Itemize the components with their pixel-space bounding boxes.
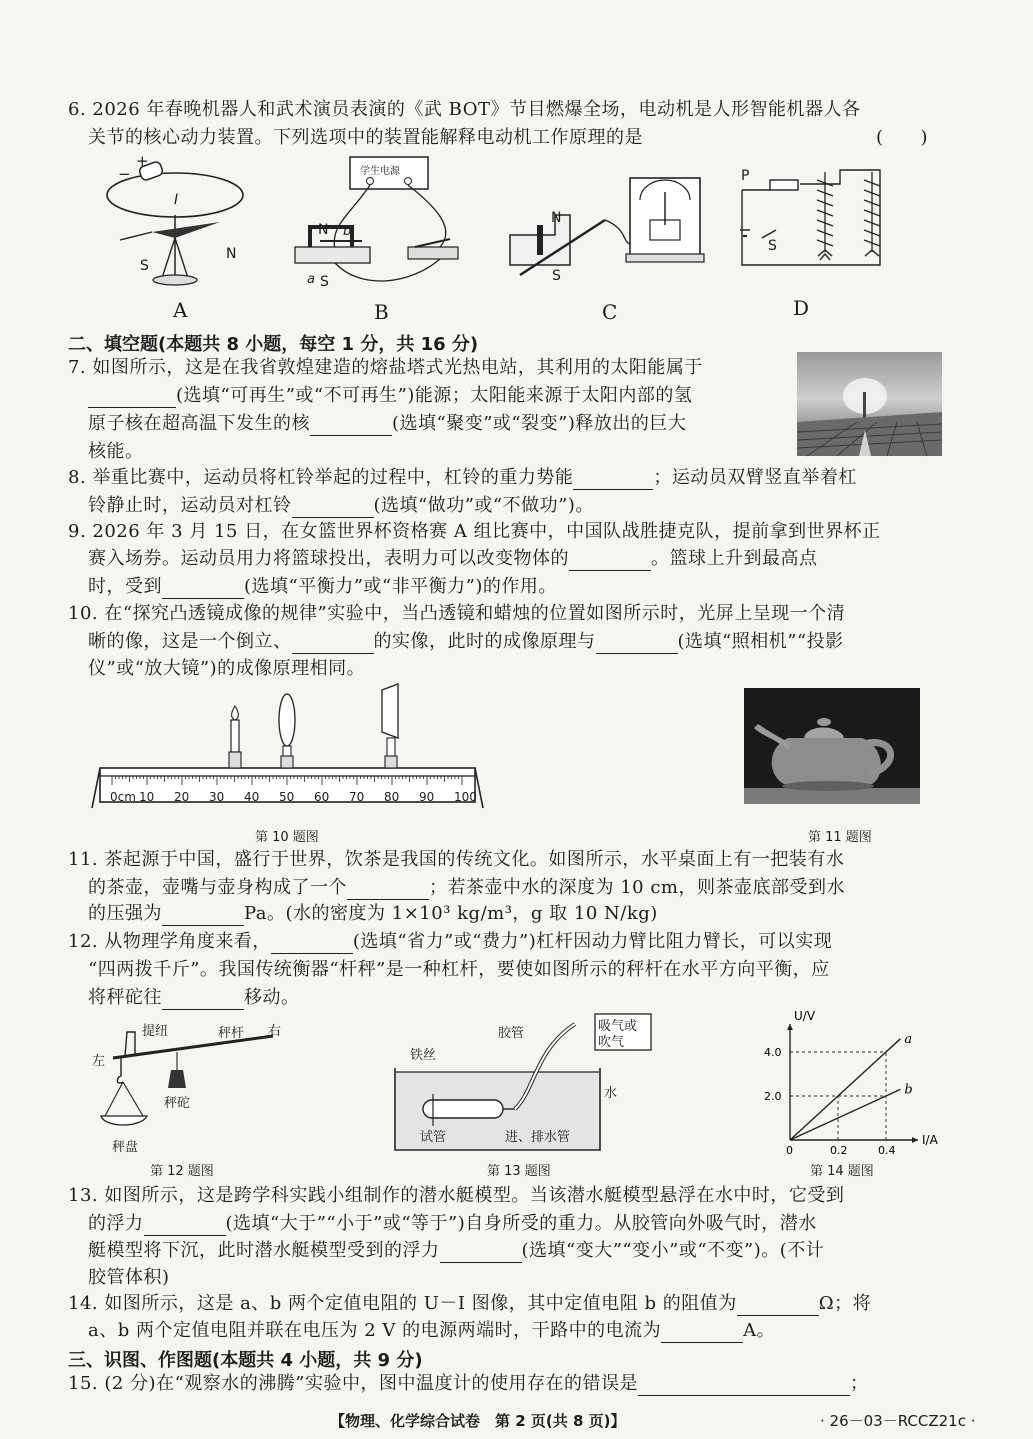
footer-title: 【物理、化学综合试卷 第 2 页(共 8 页)】 <box>330 1412 626 1430</box>
q10-blank-2[interactable] <box>596 633 678 654</box>
q11-blank-1[interactable] <box>347 879 429 900</box>
q6-line1: 6. 2026 年春晚机器人和武术演员表演的《武 BOT》节目燃爆全场，电动机是人形智能机器人各 <box>68 99 861 120</box>
q6-c-s-label: S <box>552 268 561 284</box>
q11-caption: 第 11 题图 <box>808 830 872 845</box>
ruler-tick-label: 10 <box>139 790 155 804</box>
q13-line4: 胶管体积) <box>88 1267 170 1288</box>
q12-label-tizu: 提纽 <box>142 1024 169 1039</box>
q13-caption: 第 13 题图 <box>487 1164 551 1179</box>
q8-line2: 铃静止时，运动员对杠铃 (选填“做功”或“不做功”)。 <box>88 495 594 516</box>
q10-line2: 晰的像，这是一个倒立、 的实像，此时的成像原理与 (选填“照相机”“投影 <box>88 631 844 652</box>
x-tick-label: 0.2 <box>830 1144 848 1157</box>
q11-line1: 11. 茶起源于中国，盛行于世界，饮茶是我国的传统文化。如图所示，水平桌面上有一把装有水 <box>68 849 845 870</box>
q15-blank-1[interactable] <box>638 1375 850 1396</box>
ruler-tick-label: 90 <box>419 790 435 804</box>
series-line-a <box>790 1039 900 1140</box>
q6-b-a-label: a <box>307 272 315 287</box>
q9-line1: 9. 2026 年 3 月 15 日，在女篮世界杯资格赛 A 组比赛中，中国队战胜捷克队，提前拿到世界杯正 <box>68 521 881 542</box>
q6-a-n-label: N <box>226 246 237 262</box>
q14-line2: a、b 两个定值电阻并联在电压为 2 V 的电源两端时，干路中的电流为 A。 <box>88 1320 776 1341</box>
q6-option-c: C <box>602 300 618 324</box>
q14-line1: 14. 如图所示，这是 a、b 两个定值电阻的 U－I 图像，其中定值电阻 b 的阻值为 Ω；将 <box>68 1293 872 1314</box>
q6-figure-c <box>500 170 710 295</box>
q11-line2: 的茶壶，壶嘴与壶身构成了一个 ；若茶壶中水的深度为 10 cm，则茶壶底部受到水 <box>88 877 845 898</box>
q7-line1: 7. 如图所示，这是在我省敦煌建造的熔盐塔式光热电站，其利用的太阳能属于 <box>68 357 703 378</box>
q6-answer-paren: ( ) <box>876 127 929 148</box>
q10-line1: 10. 在“探究凸透镜成像的规律”实验中，当凸透镜和蜡烛的位置如图所示时，光屏上呈现一个清 <box>68 603 846 624</box>
q9-blank-1[interactable] <box>569 550 651 571</box>
y-tick-label: 2.0 <box>764 1090 782 1103</box>
ruler-tick-label: 60 <box>314 790 330 804</box>
q6-option-a: A <box>173 298 188 322</box>
q12-label-chengpan: 秤盘 <box>112 1140 139 1155</box>
q6-a-minus: − <box>118 165 131 183</box>
series-label-a: a <box>904 1031 913 1047</box>
q11-line3: 的压强为 Pa。(水的密度为 1×10³ kg/m³，g 取 10 N/kg) <box>88 903 658 924</box>
q14-caption: 第 14 题图 <box>810 1164 874 1179</box>
q13-label-shui: 水 <box>604 1086 618 1101</box>
q9-line3: 时，受到 (选填“平衡力”或“非平衡力”)的作用。 <box>88 576 557 597</box>
q7-blank-1[interactable] <box>88 387 176 408</box>
q13-label-chuiqi: 吹气 <box>598 1035 625 1050</box>
q12-line3: 将秤砣往 移动。 <box>88 987 300 1008</box>
x-axis-label: I/A <box>922 1133 938 1147</box>
q7-solar-station-photo <box>797 352 942 456</box>
ruler-tick-label: 100 <box>454 790 477 804</box>
q11-blank-2[interactable] <box>162 905 244 926</box>
footer-code: · 26－03－RCCZ21c · <box>820 1412 976 1430</box>
q12-line1: 12. 从物理学角度来看， (选填“省力”或“费力”)杠杆因动力臂比阻力臂长，可以实现 <box>68 931 833 952</box>
q9-blank-2[interactable] <box>162 578 244 599</box>
q12-label-chengtuo: 秤砣 <box>164 1096 191 1111</box>
q12-caption: 第 12 题图 <box>150 1164 214 1179</box>
q7-line3: 原子核在超高温下发生的核 (选填“聚变”或“裂变”)释放出的巨大 <box>88 413 687 434</box>
q6-a-current-label: I <box>174 192 179 208</box>
q6-c-n-label: N <box>551 210 562 226</box>
q13-line3: 艇模型将下沉，此时潜水艇模型受到的浮力 (选填“变大”“变小”或“不变”)。(不计 <box>88 1240 825 1261</box>
q13-label-jiaoguan: 胶管 <box>498 1026 525 1041</box>
ruler-tick-label: 70 <box>349 790 365 804</box>
x-axis-arrow <box>912 1137 918 1143</box>
q14-blank-2[interactable] <box>661 1322 743 1343</box>
q12-label-zuo: 左 <box>92 1054 106 1069</box>
q6-a-s-label: S <box>140 258 149 274</box>
q9-line2: 赛入场券。运动员用力将篮球投出，表明力可以改变物体的 。篮球上升到最高点 <box>88 548 818 569</box>
q12-blank-2[interactable] <box>162 989 244 1010</box>
q8-blank-2[interactable] <box>292 497 374 518</box>
q8-line1: 8. 举重比赛中，运动员将杠铃举起的过程中，杠铃的重力势能 ；运动员双臂竖直举着杠 <box>68 467 857 488</box>
x-tick-label: 0.4 <box>878 1144 896 1157</box>
y-tick-label: 4.0 <box>764 1046 782 1059</box>
q12-blank-1[interactable] <box>271 933 353 954</box>
q14-blank-1[interactable] <box>737 1295 819 1316</box>
q13-label-jinpai: 进、排水管 <box>505 1130 571 1145</box>
q6-b-power-label: 学生电源 <box>360 166 400 177</box>
q7-line4: 核能。 <box>88 441 144 462</box>
ruler-tick-label: 50 <box>279 790 295 804</box>
q13-line2: 的浮力 (选填“大于”“小于”或“等于”)自身所受的重力。从胶管向外吸气时，潜水 <box>88 1213 817 1234</box>
ruler-tick-label: 20 <box>174 790 190 804</box>
q10-caption: 第 10 题图 <box>255 830 319 845</box>
q6-d-p-label: P <box>741 168 750 184</box>
q7-line2: (选填“可再生”或“不可再生”)能源；太阳能来源于太阳内部的氢 <box>88 384 692 408</box>
q10-blank-1[interactable] <box>292 633 374 654</box>
series-line-b <box>790 1089 900 1140</box>
q13-label-xiqi: 吸气或 <box>598 1019 638 1034</box>
ruler-tick-label: 80 <box>384 790 400 804</box>
q13-line1: 13. 如图所示，这是跨学科实践小组制作的潜水艇模型。当该潜水艇模型悬浮在水中时，它受到 <box>68 1185 845 1206</box>
series-label-b: b <box>904 1082 913 1098</box>
q6-line2: 关节的核心动力装置。下列选项中的装置能解释电动机工作原理的是 <box>88 127 643 148</box>
q6-option-d: D <box>793 296 810 320</box>
q13-label-tiesi: 铁丝 <box>410 1048 437 1063</box>
q6-a-plus: + <box>136 152 149 170</box>
q8-blank-1[interactable] <box>573 469 653 490</box>
q13-blank-1[interactable] <box>144 1215 226 1236</box>
q12-label-chenggan: 秤杆 <box>218 1026 245 1041</box>
q6-b-s-label: S <box>320 274 329 290</box>
ruler-tick-label: 30 <box>209 790 225 804</box>
q12-line2: “四两拨千斤”。我国传统衡器“杆秤”是一种杠杆，要使如图所示的秤杆在水平方向平衡，应 <box>88 959 830 980</box>
q6-b-n-label: N <box>318 222 329 238</box>
q6-figure-d <box>730 160 900 280</box>
q11-teapot-photo <box>744 688 920 804</box>
section-2-heading: 二、填空题(本题共 8 小题，每空 1 分，共 16 分) <box>68 334 479 355</box>
q6-d-s-label: S <box>768 238 777 254</box>
q6-b-b-label: b <box>343 224 352 239</box>
section-3-heading: 三、识图、作图题(本题共 4 小题，共 9 分) <box>68 1350 423 1371</box>
ruler-tick-label: 40 <box>244 790 260 804</box>
q12-label-you: 右 <box>268 1024 282 1039</box>
ruler-tick-label: 0cm <box>110 790 136 804</box>
q15-line1: 15. (2 分)在“观察水的沸腾”实验中，图中温度计的使用存在的错误是 ； <box>68 1373 869 1394</box>
q6-option-b: B <box>374 300 389 324</box>
q13-label-shiguan: 试管 <box>420 1130 447 1145</box>
y-axis-arrow <box>787 1024 793 1030</box>
q14-ui-chart <box>760 1009 938 1157</box>
q7-blank-2[interactable] <box>310 415 392 436</box>
y-axis-label: U/V <box>794 1009 816 1023</box>
x-tick-label: 0 <box>786 1144 793 1157</box>
q13-blank-2[interactable] <box>440 1242 522 1263</box>
q10-line3: 仪”或“放大镜”)的成像原理相同。 <box>88 658 366 679</box>
